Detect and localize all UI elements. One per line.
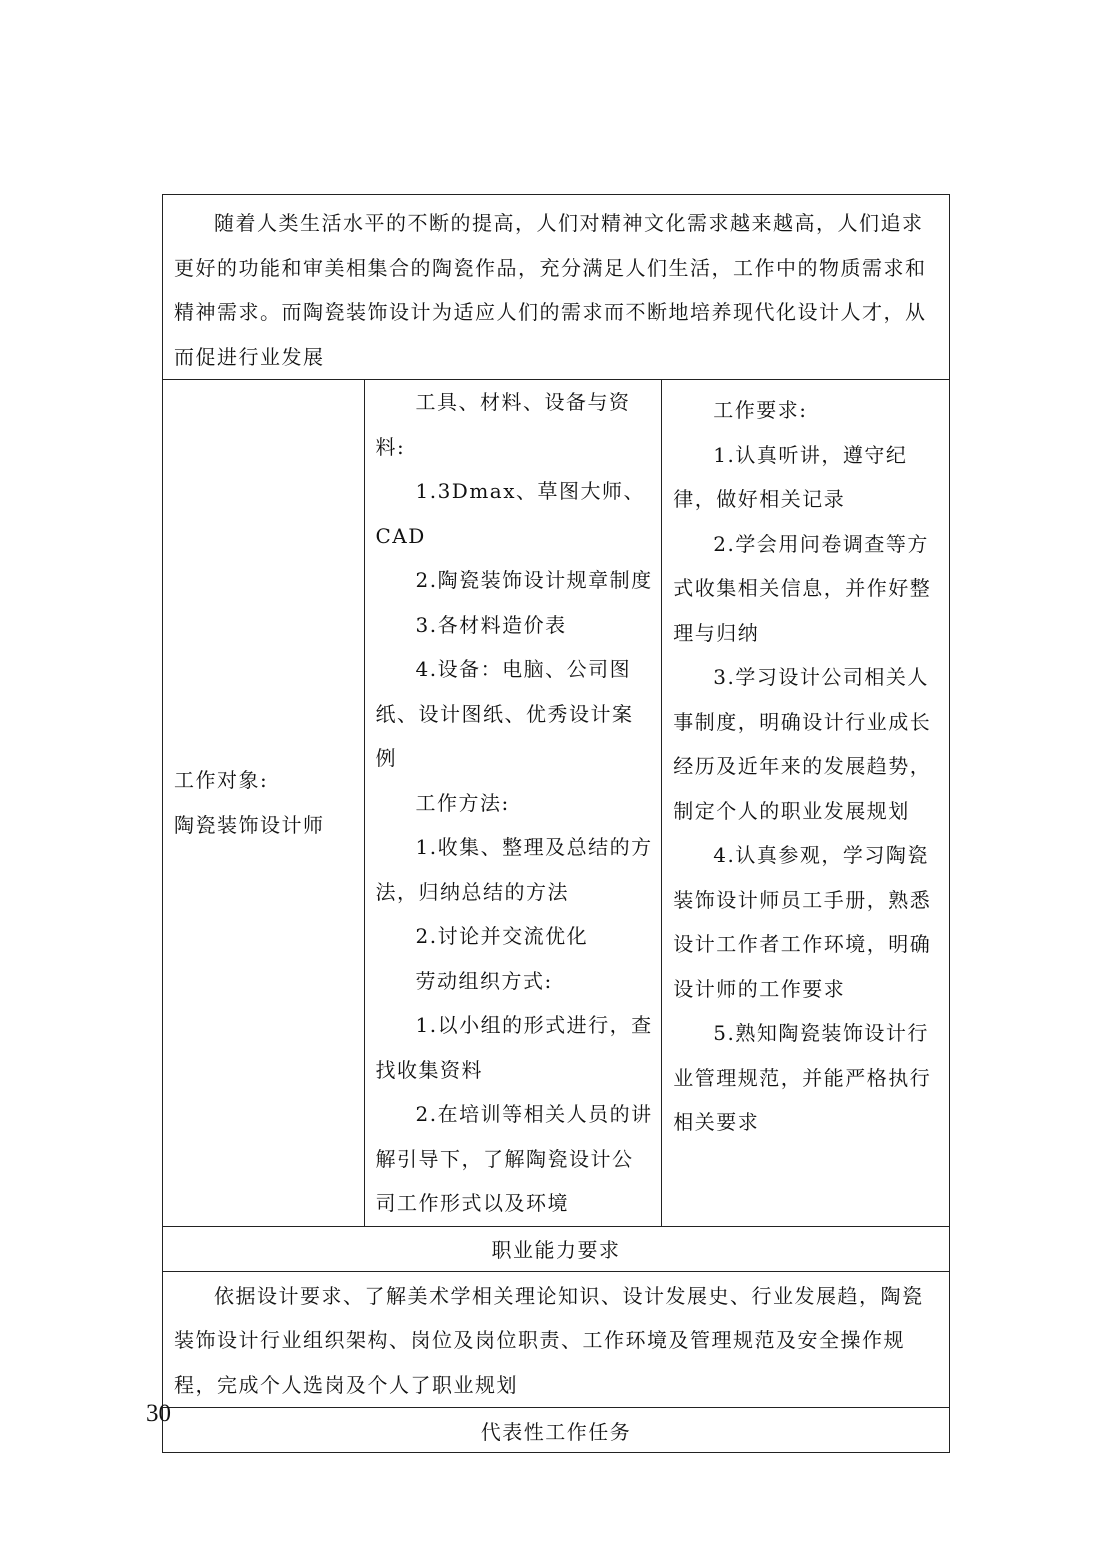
requirements-heading: 工作要求: [713, 398, 808, 422]
requirement-item: 2.学会用问卷调查等方式收集相关信息，并作好整理与归纳 [673, 531, 932, 645]
work-object-cell [163, 380, 365, 1227]
methods-item: 1.收集、整理及总结的方法，归纳总结的方法 [375, 835, 653, 904]
requirement-item: 4.认真参观，学习陶瓷装饰设计师员工手册，熟悉设计工作者工作环境，明确设计师的工作要求 [673, 843, 932, 1001]
intro-cell [163, 195, 950, 380]
curriculum-table [162, 194, 950, 1453]
methods-item: 2.讨论并交流优化 [415, 924, 589, 948]
tools-item: 3.各材料造价表 [415, 612, 567, 637]
tools-item: 1.3Dmax、草图大师、CAD [375, 479, 646, 548]
requirement-item: 5.熟知陶瓷装饰设计行业管理规范，并能严格执行相关要求 [673, 1021, 932, 1134]
methods-heading: 工作方法: [415, 790, 510, 815]
tools-heading: 工具、材料、设备与资料: [375, 390, 631, 459]
task-heading: 代表性工作任务 [163, 1408, 950, 1453]
organization-heading: 劳动组织方式: [415, 968, 553, 993]
tools-methods-cell [364, 380, 662, 1227]
requirement-item: 1.认真听讲，遵守纪律，做好相关记录 [673, 442, 908, 511]
intro-text: 随着人类生活水平的不断的提高，人们对精神文化需求越来越高，人们追求更好的功能和审美相集合的陶瓷作品，充分满足人们生活，工作中的物质需求和精神需求。而陶瓷装饰设计为适应人们的需求而不断地培养现代化设计人才，从而促进行业发展 [174, 211, 927, 369]
requirement-item: 3.学习设计公司相关人事制度，明确设计行业成长经历及近年来的发展趋势，制定个人的职业发展规划 [673, 665, 932, 823]
organization-item: 1.以小组的形式进行，查找收集资料 [375, 1013, 653, 1082]
organization-item: 2.在培训等相关人员的讲解引导下，了解陶瓷设计公司工作形式以及环境 [375, 1102, 653, 1215]
work-object-value: 陶瓷装饰设计师 [174, 812, 325, 837]
ability-heading: 职业能力要求 [163, 1226, 950, 1271]
ability-cell [163, 1271, 950, 1408]
tools-item: 2.陶瓷装饰设计规章制度 [415, 568, 653, 592]
work-object-label: 工作对象: [174, 768, 269, 793]
work-requirements-cell [662, 380, 950, 1227]
tools-item: 4.设备：电脑、公司图纸、设计图纸、优秀设计案例 [375, 657, 634, 770]
page-number: 30 [146, 1400, 171, 1427]
ability-text: 依据设计要求、了解美术学相关理论知识、设计发展史、行业发展趋，陶瓷装饰设计行业组织架构、岗位及岗位职责、工作环境及管理规范及安全操作规程，完成个人选岗及个人了职业规划 [174, 1283, 924, 1397]
